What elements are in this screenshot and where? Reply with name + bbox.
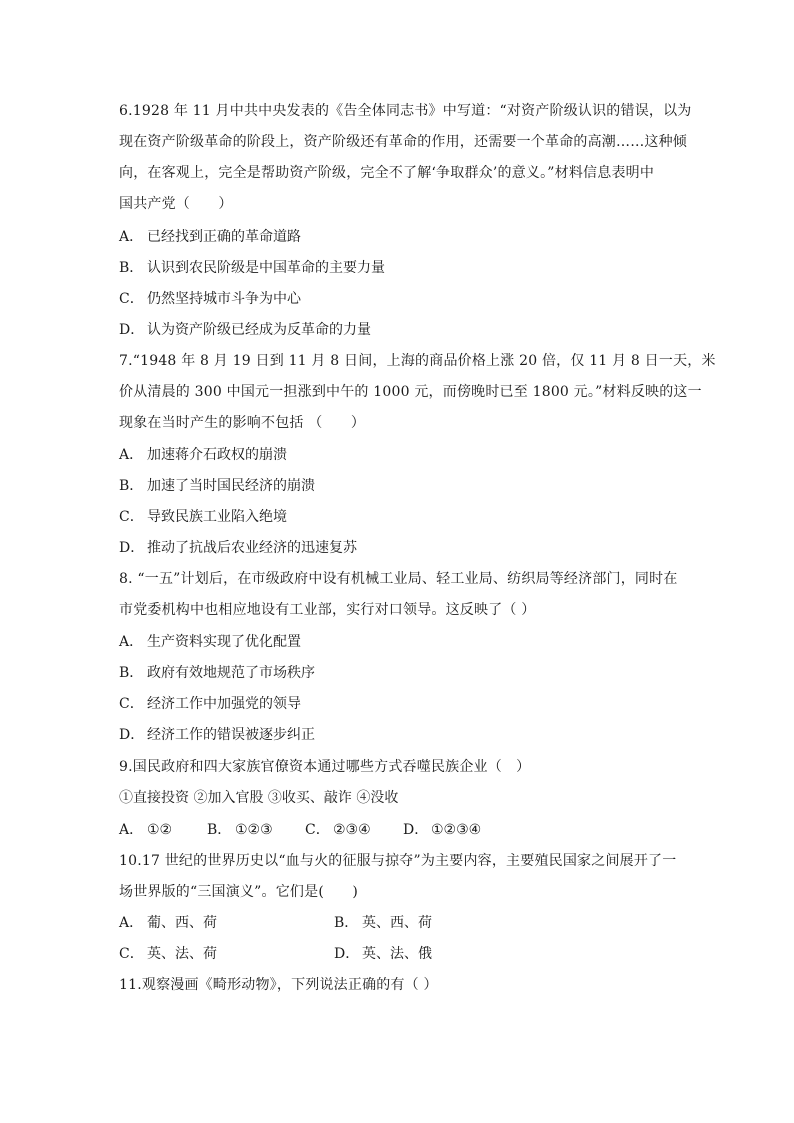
option-text: 政府有效地规范了市场秩序 xyxy=(147,665,315,681)
option-text: ①②③④ xyxy=(431,822,482,838)
option-letter: D． xyxy=(403,822,429,838)
q9-option-b[interactable] xyxy=(207,820,305,840)
option-letter: A． xyxy=(119,915,144,931)
q7-stem-line-2: 价从清晨的 300 中国元一担涨到中午的 1000 元，而傍晚时已至 1800 元。”材料反映的这一 xyxy=(119,384,702,400)
option-text: ②③④ xyxy=(333,822,371,838)
q7-stem-line-1: 7.“1948 年 8 月 19 日到 11 月 8 日间，上海的商品价格上涨 20 倍，仅 11 月 8 日一天，米 xyxy=(119,353,716,369)
option-text: 葡、西、荷 xyxy=(147,915,217,931)
q8-option-c[interactable] xyxy=(119,694,679,714)
option-letter: B． xyxy=(334,915,359,931)
q10-option-a[interactable] xyxy=(119,913,334,933)
q6-option-c[interactable] xyxy=(119,289,679,309)
q9-stem-line-1: 9.国民政府和四大家族官僚资本通过哪些方式吞噬民族企业（ ） xyxy=(119,759,531,775)
q9-option-c[interactable] xyxy=(305,820,403,840)
q8-option-b[interactable] xyxy=(119,663,679,683)
q9-sub-line: ①直接投资 ②加入官股 ③收买、敲诈 ④没收 xyxy=(119,790,399,806)
q8-option-a[interactable] xyxy=(119,632,679,652)
q7-stem-line-3: 现象在当时产生的影响不包括 （ ） xyxy=(119,415,366,431)
q9-option-d[interactable] xyxy=(403,820,481,840)
q10-options-row-1 xyxy=(119,913,679,933)
option-letter: D． xyxy=(119,540,145,556)
q10-option-b[interactable] xyxy=(334,913,432,933)
option-letter: A． xyxy=(119,229,144,245)
option-letter: B． xyxy=(207,822,232,838)
q6-stem-line-3: 向，在客观上，完全是帮助资产阶级，完全不了解‘争取群众’的意义。”材料信息表明中 xyxy=(119,165,655,181)
q7-option-a[interactable] xyxy=(119,445,679,465)
option-letter: C． xyxy=(305,822,330,838)
option-letter: B． xyxy=(119,665,144,681)
q7-option-d[interactable] xyxy=(119,538,679,558)
option-text: 仍然坚持城市斗争为中心 xyxy=(147,291,301,307)
option-letter: C． xyxy=(119,509,144,525)
option-letter: C． xyxy=(119,696,144,712)
option-letter: A． xyxy=(119,634,144,650)
q6-option-d[interactable] xyxy=(119,320,679,340)
q8-stem-line-1: 8. “一五”计划后，在市级政府中设有机械工业局、轻工业局、纺织局等经济部门，同时在 xyxy=(119,571,678,587)
q6-option-b[interactable] xyxy=(119,258,679,278)
q6-stem-line-1: 6.1928 年 11 月中共中央发表的《告全体同志书》中写道：“对资产阶级认识的错误，以为 xyxy=(119,103,692,119)
option-letter: D． xyxy=(119,322,145,338)
option-text: 已经找到正确的革命道路 xyxy=(147,229,301,245)
option-letter: B． xyxy=(119,478,144,494)
option-letter: B． xyxy=(119,260,144,276)
option-text: 生产资料实现了优化配置 xyxy=(147,634,301,650)
q9-options-row xyxy=(119,820,679,840)
q7-option-b[interactable] xyxy=(119,476,679,496)
q7-option-c[interactable] xyxy=(119,507,679,527)
q10-stem-line-2: 场世界版的“三国演义”。它们是( ) xyxy=(119,884,359,900)
option-letter: C． xyxy=(119,946,144,962)
option-letter: D． xyxy=(119,727,145,743)
option-text: 经济工作的错误被逐步纠正 xyxy=(147,727,315,743)
q11-stem-line-1: 11.观察漫画《畸形动物》，下列说法正确的有（ ） xyxy=(119,977,438,993)
q9-option-a[interactable] xyxy=(119,820,207,840)
option-letter: A． xyxy=(119,447,144,463)
q8-stem-line-2: 市党委机构中也相应地设有工业部，实行对口领导。这反映了（ ） xyxy=(119,602,536,618)
option-text: 导致民族工业陷入绝境 xyxy=(147,509,287,525)
q10-option-d[interactable] xyxy=(334,944,432,964)
option-letter: D． xyxy=(334,946,360,962)
q6-stem-line-4: 国共产党（ ） xyxy=(119,196,233,212)
option-text: ①②③ xyxy=(235,822,273,838)
q10-options-row-2 xyxy=(119,944,679,964)
option-text: ①② xyxy=(147,822,173,838)
option-text: 加速了当时国民经济的崩溃 xyxy=(147,478,315,494)
option-text: 推动了抗战后农业经济的迅速复苏 xyxy=(147,540,357,556)
option-text: 加速蒋介石政权的崩溃 xyxy=(147,447,287,463)
q10-option-c[interactable] xyxy=(119,944,334,964)
option-text: 英、法、荷 xyxy=(147,946,217,962)
q6-option-a[interactable] xyxy=(119,227,679,247)
q6-stem-line-2: 现在资产阶级革命的阶段上，资产阶级还有革命的作用，还需要一个革命的高潮……这种倾 xyxy=(119,134,687,150)
option-text: 经济工作中加强党的领导 xyxy=(147,696,301,712)
option-letter: C． xyxy=(119,291,144,307)
option-text: 英、西、荷 xyxy=(362,915,432,931)
option-letter: A． xyxy=(119,822,144,838)
option-text: 英、法、俄 xyxy=(362,946,432,962)
option-text: 认识到农民阶级是中国革命的主要力量 xyxy=(147,260,385,276)
q10-stem-line-1: 10.17 世纪的世界历史以“血与火的征服与掠夺”为主要内容，主要殖民国家之间展开了一 xyxy=(119,853,677,869)
option-text: 认为资产阶级已经成为反革命的力量 xyxy=(147,322,371,338)
q8-option-d[interactable] xyxy=(119,725,679,745)
